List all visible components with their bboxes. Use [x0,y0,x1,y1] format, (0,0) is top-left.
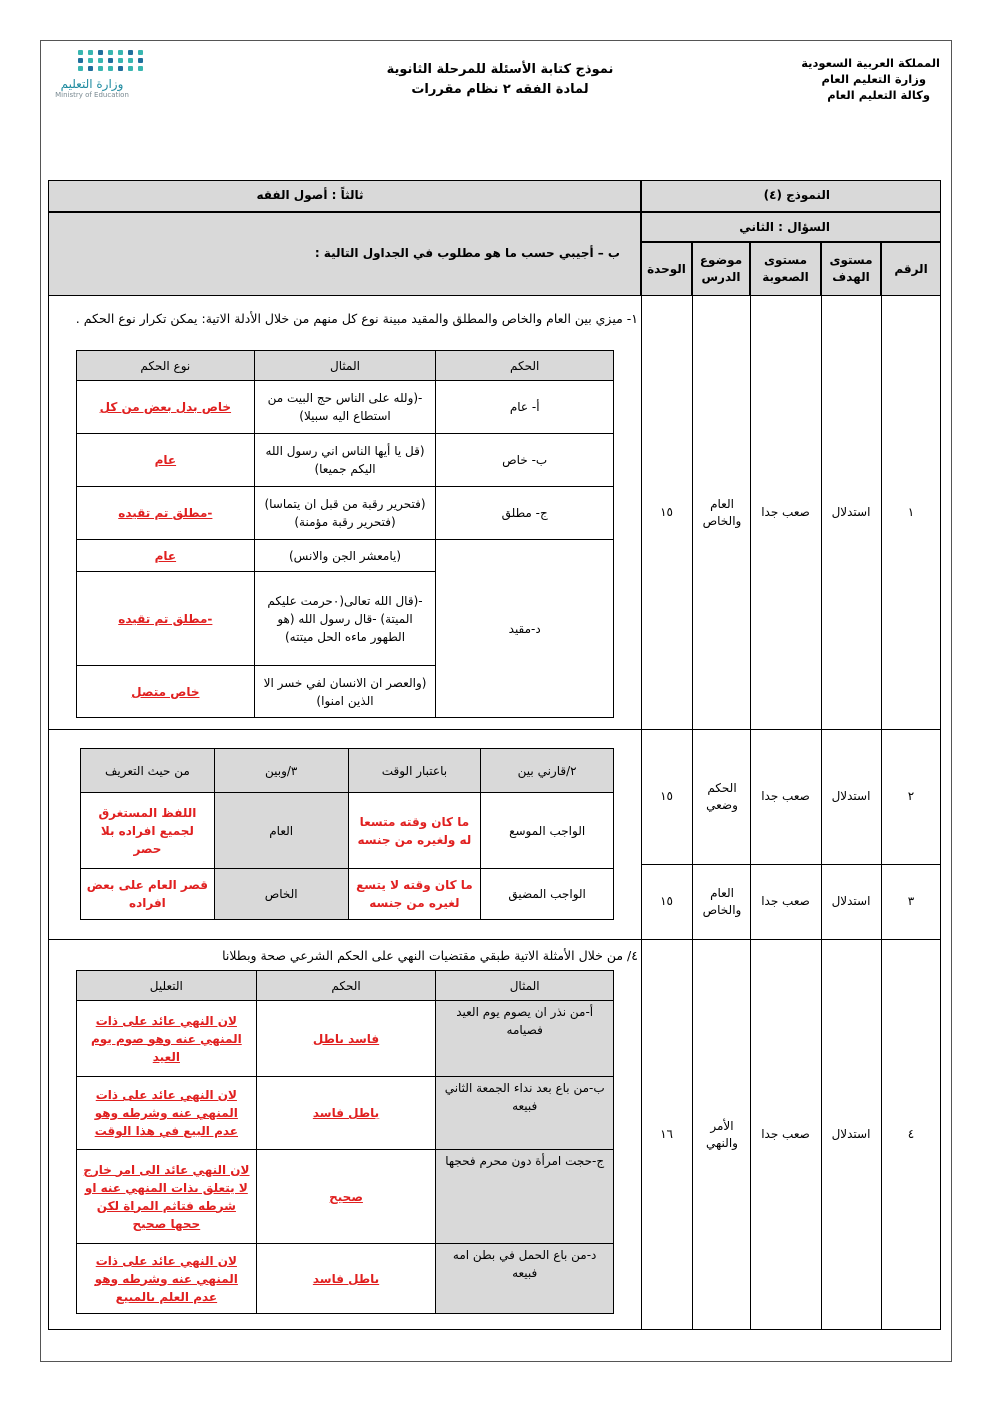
logo-english: Ministry of Education [55,91,129,99]
q2-answer-text: ما كان وقته لا يتسع لغيره من جنسه [356,878,473,910]
q4-reason [77,1244,257,1314]
q4-reason-text: لان النهي عائد الى امر خارج لا يتعلق بذات المنهي عنه او شرطه فتاثم المراة لكن حجها صحيح [83,1162,250,1231]
q4-header-example: المثال [436,971,614,1001]
q1-rule-b: ب- خاص [436,434,614,487]
logo-arabic: وزارة التعليم [60,77,124,91]
row3-number: ٣ [907,894,915,908]
q2-term: الواجب الموسع [481,793,614,869]
q1-table [76,350,614,718]
ministry-logo [52,50,132,110]
row3-lesson: العام والخاص [702,885,742,917]
q1-answer [77,666,255,718]
section-title: ثالثاً : أصول الفقه [256,188,364,202]
model-title: النموذج (٤) [763,188,830,202]
q4-ruling [256,1001,436,1077]
row2-difficulty: صعب جدا [761,789,810,803]
q1-answer-text: عام [154,453,177,467]
q1-header-rule: الحكم [436,351,614,381]
q1-example: (فتحرير رقبة من قبل ان يتماسا) (فتحرير رقبة مؤمنة) [254,487,436,540]
ministry-header [740,55,940,103]
header-line-2: وزارة التعليم العام [821,72,926,86]
title-line-2: لمادة الفقه ٢ نظام مقررات [411,82,589,97]
q4-reason-text: لان النهي عائد على ذات المنهي عنه وهو صوم يوم العيد [90,1013,242,1064]
header-unit: الوحدة [641,242,692,296]
row2-number: ٢ [907,789,915,803]
q2-term-answer [348,793,481,869]
q2-table [80,748,614,920]
q2-header-time: باعتبار الوقت [348,749,481,793]
q4-example: ب-من باع بعد نداء الجمعة الثاني فبيعه [436,1077,614,1150]
q4-reason-text: لان النهي عائد على ذات المنهي عنه وشرطه وهو عدم العلم بالمبيع [94,1253,238,1304]
q3-term: العام [214,793,348,869]
q4-example: أ-من نذر ان يصوم يوم العيد فصيامه [436,1001,614,1077]
q1-answer [77,540,255,572]
q4-ruling [256,1244,436,1314]
q4-example: د-من باع الحمل في بطن امه فبيعه [436,1244,614,1314]
q4-ruling [256,1077,436,1150]
row3-difficulty: صعب جدا [761,894,810,908]
q1-prompt: ١- ميزي بين العام والخاص والمطلق والمقيد مبينة نوع كل منهم من خلال الأدلة الاتية: يمكن تكرار نوع الحكم . [75,311,638,326]
row2-unit: ١٥ [660,789,673,803]
row3-goal-level: استدلال [831,894,871,908]
q1-answer [77,572,255,666]
row1-lesson: العام والخاص [702,496,742,528]
q4-reason-text: لان النهي عائد على ذات المنهي عنه وشرطه وهو عدم البيع في هذا الوقت [94,1088,239,1138]
q1-rule-a: أ- عام [436,381,614,434]
q1-example: (يامعشر الجن والانس) [254,540,436,572]
q2-header-distinguish: ٣/وبين [214,749,348,793]
q3-term-answer [81,869,215,920]
q4-ruling-text: صحيح [329,1189,363,1204]
title-line-1: نموذج كتابة الأسئلة للمرحلة الثانوية [386,62,614,77]
row2-lesson: الحكم وضعي [706,780,738,812]
row4-goal-level: استدلال [831,1127,871,1141]
q4-ruling [256,1150,436,1244]
q4-ruling-text: فاسد باطل [312,1031,380,1046]
col-divider [692,296,693,1330]
q3-term-answer [81,793,215,869]
header-goal-level: مستوى الهدف [821,242,881,296]
q4-reason [77,1001,257,1077]
q1-example: (قل يا أيها الناس اني رسول الله اليكم جميعا) [254,434,436,487]
q4-header-ruling: الحكم [256,971,436,1001]
row1-unit: ١٥ [660,505,673,519]
document-title [340,60,660,100]
q4-example: ج-حجت امرأة دون محرم فحجها [436,1150,614,1244]
q1-answer [77,381,255,434]
row1-number: ١ [907,505,915,519]
question-title: السؤال : الثاني [739,220,830,234]
q1-answer-text: عام [154,548,177,563]
q4-prompt: ٤/ من خلال الأمثلة الاتية طبقي مقتضيات النهي على الحكم الشرعي صحة وبطلانا [222,948,638,963]
q1-answer [77,487,255,540]
header-line-1: المملكة العربية السعودية [801,56,940,70]
q1-header-type: نوع الحكم [77,351,255,381]
q2-term-answer [348,869,481,920]
q1-example: -(ولله على الناس حج البيت من استطاع اليه سبيلا) [254,381,436,434]
q1-example: -(قال الله تعالى(٠حرمت عليكم الميتة) -قال رسول الله (هو الطهور ماءه الحل ميتته) [254,572,436,666]
logo-dots-icon [78,50,132,71]
instruction-text: ب – أجيبي حسب ما هو مطلوب في الجداول التالية : [314,246,620,260]
q1-answer-text: خاص بدل بعض من كل [99,400,232,414]
q2-term: الواجب المضيق [481,869,614,920]
q1-example: (والعصر ان الانسان لفي خسر الا الذين امنوا) [254,666,436,718]
q1-rule-c: ج- مطلق [436,487,614,540]
header-number: الرقم [881,242,941,296]
q2-header-definition: من حيث التعريف [81,749,215,793]
q4-reason [77,1077,257,1150]
header-difficulty: مستوى الصعوبة [750,242,821,296]
q1-answer-text: خاص متصل [131,684,200,699]
q1-answer-text: -مطلق تم تقيده [118,611,213,626]
row2-goal-level: استدلال [831,789,871,803]
q4-table [76,970,614,1314]
q4-ruling-text: باطل فاسد [312,1271,380,1286]
row1-difficulty: صعب جدا [761,505,810,519]
q2-answer-text: ما كان وقته متسعا له ولغيره من جنسه [357,814,472,847]
q3-answer-text: قصر العام على بعض افراده [86,878,209,910]
row4-number: ٤ [907,1127,915,1141]
q3-answer-text: اللفظ المستغرق لجميع افراده بلا حصر [98,805,197,856]
q2-header-compare: ٢/قارني بين [481,749,614,793]
q4-header-reason: التعليل [77,971,257,1001]
row4-difficulty: صعب جدا [761,1127,810,1141]
header-line-3: وكالة التعليم العام [827,88,930,102]
q1-answer [77,434,255,487]
row3-unit: ١٥ [660,894,673,908]
row4-unit: ١٦ [660,1127,673,1141]
header-lesson: موضوع الدرس [692,242,750,296]
q4-reason [77,1150,257,1244]
q1-answer-text: -مطلق تم تقيده [118,506,213,520]
q1-header-example: المثال [254,351,436,381]
q4-ruling-text: باطل فاسد [312,1106,380,1120]
row1-goal-level: استدلال [831,505,871,519]
row4-lesson: الأمر والنهي [706,1118,738,1150]
q3-term: الخاص [214,869,348,920]
q1-rule-d: د-مقيد [436,540,614,718]
